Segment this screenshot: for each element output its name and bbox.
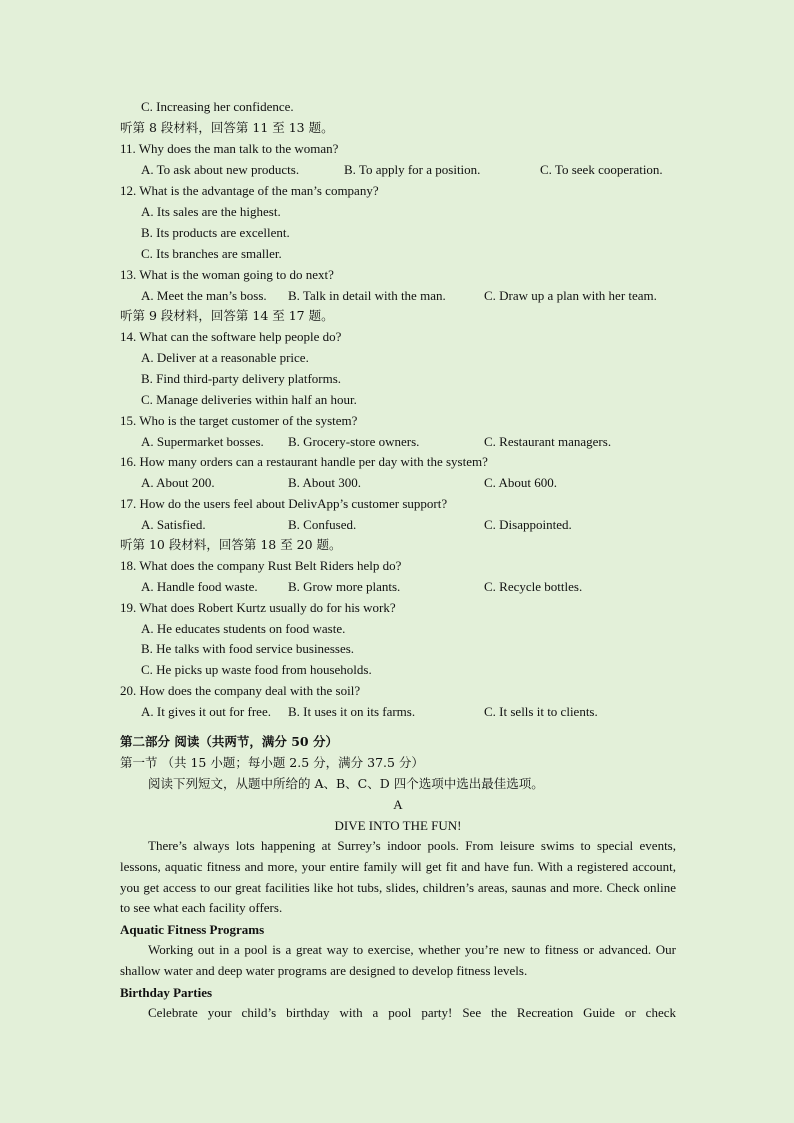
q15-stem: 15. Who is the target customer of the system? (120, 413, 358, 428)
q14-option-b: B. Find third-party delivery platforms. (141, 371, 342, 386)
q20-option-a: A. It gives it out for free. (141, 704, 271, 719)
q14-stem: 14. What can the software help people do? (120, 329, 342, 344)
q13-option-b: B. Talk in detail with the man. (288, 288, 446, 303)
q12-option-c: C. Its branches are smaller. (141, 246, 282, 261)
passage-letter: A (393, 797, 403, 812)
q11-option-b: B. To apply for a position. (344, 162, 481, 177)
q13-option-c: C. Draw up a plan with her team. (484, 288, 657, 303)
section9-instruction: 听第 9 段材料，回答第 14 至 17 题。 (120, 308, 334, 323)
q19-option-a: A. He educates students on food waste. (141, 621, 346, 636)
q13-option-a: A. Meet the man’s boss. (141, 288, 267, 303)
q18-option-b: B. Grow more plants. (288, 579, 401, 594)
q17-option-c: C. Disappointed. (484, 517, 572, 532)
q20-option-c: C. It sells it to clients. (484, 704, 598, 719)
q12-stem: 12. What is the advantage of the man’s company? (120, 183, 379, 198)
part2-heading: 第二部分 阅读（共两节，满分 50 分） (120, 734, 338, 749)
q20-stem: 20. How does the company deal with the soil? (120, 683, 361, 698)
heading-birthday-parties: Birthday Parties (120, 985, 213, 1000)
q17-stem: 17. How do the users feel about DelivApp’s customer support? (120, 496, 448, 511)
section10-instruction: 听第 10 段材料，回答第 18 至 20 题。 (120, 537, 342, 552)
q19-option-b: B. He talks with food service businesses. (141, 641, 355, 656)
q12-option-a: A. Its sales are the highest. (141, 204, 281, 219)
q18-stem: 18. What does the company Rust Belt Riders help do? (120, 558, 402, 573)
section1-heading: 第一节 （共 15 小题；每小题 2.5 分，满分 37.5 分） (120, 755, 424, 770)
section8-instruction: 听第 8 段材料，回答第 11 至 13 题。 (120, 120, 334, 135)
q17-option-b: B. Confused. (288, 517, 357, 532)
q11-option-c: C. To seek cooperation. (540, 162, 663, 177)
q18-option-c: C. Recycle bottles. (484, 579, 583, 594)
q18-option-a: A. Handle food waste. (141, 579, 258, 594)
q16-option-a: A. About 200. (141, 475, 215, 490)
q20-option-b: B. It uses it on its farms. (288, 704, 416, 719)
q14-option-c: C. Manage deliveries within half an hour. (141, 392, 357, 407)
q19-option-c: C. He picks up waste food from households. (141, 662, 372, 677)
passage-paragraph-2: Working out in a pool is a great way to exercise, whether you’re new to fitness or advanced. Our shallow water and deep water programs are designed to develop fitness levels. (120, 942, 676, 978)
q16-option-b: B. About 300. (288, 475, 361, 490)
heading-aquatic-fitness: Aquatic Fitness Programs (120, 922, 265, 937)
passage-paragraph-1: There’s always lots happening at Surrey’s indoor pools. From leisure swims to special events, lessons, aquatic fitness and more, your entire family will get fit and have fun. With a registered account, you get access to our great facilities like hot tubs, slides, children’s areas, saunas and more. Check online to see what each facility offers. (120, 838, 676, 916)
q13-stem: 13. What is the woman going to do next? (120, 267, 334, 282)
q16-option-c: C. About 600. (484, 475, 557, 490)
q12-option-b: B. Its products are excellent. (141, 225, 290, 240)
q10-option-c: C. Increasing her confidence. (141, 99, 294, 114)
q11-stem: 11. Why does the man talk to the woman? (120, 141, 339, 156)
q16-stem: 16. How many orders can a restaurant handle per day with the system? (120, 454, 488, 469)
q14-option-a: A. Deliver at a reasonable price. (141, 350, 309, 365)
q19-stem: 19. What does Robert Kurtz usually do for his work? (120, 600, 396, 615)
reading-instruction: 阅读下列短文，从题中所给的 A、B、C、D 四个选项中选出最佳选项。 (148, 776, 544, 791)
passage-paragraph-3: Celebrate your child’s birthday with a pool party! See the Recreation Guide or check (148, 1005, 676, 1020)
q11-option-a: A. To ask about new products. (141, 162, 300, 177)
q17-option-a: A. Satisfied. (141, 517, 206, 532)
passage-title: DIVE INTO THE FUN! (334, 818, 462, 833)
q15-option-b: B. Grocery-store owners. (288, 434, 420, 449)
q15-option-c: C. Restaurant managers. (484, 434, 612, 449)
q15-option-a: A. Supermarket bosses. (141, 434, 264, 449)
